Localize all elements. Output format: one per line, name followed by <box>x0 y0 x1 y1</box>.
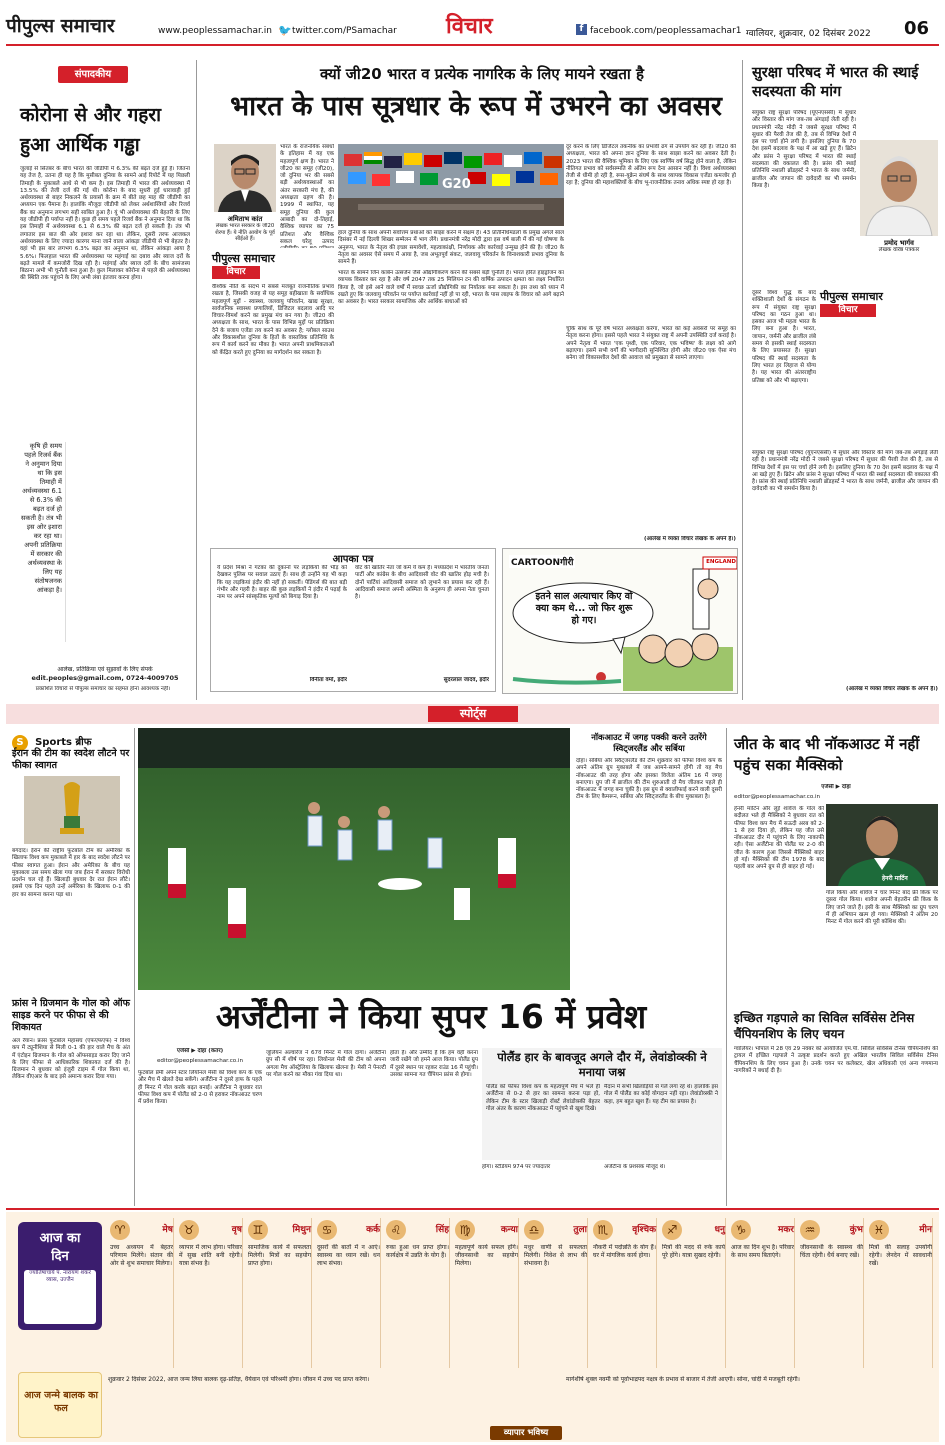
sc-stamp-label: विचार <box>820 304 876 317</box>
main-kicker: क्यों जी20 भारत व प्रत्येक नागरिक के लिए मायने रखता है <box>319 65 645 83</box>
website-link[interactable]: www.peoplessamachar.in <box>158 26 272 36</box>
letter-1-author: विनीता वर्मा, इंदौर <box>309 677 347 683</box>
sports-brief-icon: S <box>12 735 28 751</box>
zodiac-name: मीन <box>919 1225 932 1235</box>
zodiac-sign-2 <box>246 1218 312 1368</box>
sc-stamp <box>820 290 938 318</box>
section-title: विचार <box>446 14 493 39</box>
sports-divider-1 <box>134 728 135 1206</box>
aaj-ka-din-box <box>18 1222 102 1330</box>
editorial-tag: संपादकीय <box>58 66 128 83</box>
brief2-body: अल रेयान। फ्रांस फुटबॉल महासंघ (एफएफएफ) ने विश्व कप में ट्यूनीशिया से मिली 0-1 की हार वाले मैच के अंत में एंटोइन ग्रिजमान के गोल को ऑफसाइड करार दिए जाने के लिए फीफा से आधिकारिक शिकायत दर्ज की है। ग्रिजमान ने बुधवार को इंजुरी टाइम में गोल किया था, लेकिन वीएआर के बाद इसे अमान्य करार दिया गया। <box>12 1038 130 1081</box>
editorial-headline: कोरोना से और गहरा हुआ आर्थिक गड्ढा <box>20 104 162 156</box>
letter-1: ये प्रदेश मिश्रा ने गटका की दुकानों पर लड़कियों की भीड़ को देखकर पुलिस पर सवाल उठाए हैं। साथ ही उन्होंने यह भी कहा कि यह लड़कियां इंदौर की नहीं हो सकतीं। पेडिंगर्स की बात बड़ी गंभीर और गहरी है। बाहर की कुछ लड़कियों ने इंदौर में पढ़ाई के नाम पर अपने सांस्कृतिक मूल्यों को बिगाड़ दिया है। <box>217 565 347 601</box>
mexico-body-2: गोल किया और शावेज ने चार मिनट बाद फ्री किक पर दूसरा गोल किया। शावेज अपनी बेहतरीन फ्री किक के लिए जाने जाते हैं। इसी के साथ मैक्सिको का ग्रुप चरण में ही अभियान खत्म हो गया। मेक्सिको ने अंतिम 20 मिनट में गोल करने की पूरी कोशिश की। <box>826 890 938 926</box>
dateline: ग्वालियर, शुक्रवार, 02 दिसंबर 2022 <box>746 29 871 39</box>
born-title: आज जन्मे बालक का फल <box>24 1390 98 1414</box>
tennis-body: ग्वालियर। भोपाल में 28 एवं 29 नवंबर को आयोजित एम.पी. सिविल सर्विसेस टेनिस चैंपियनशिप की ट्रायल में इच्छित गड़पाले ने उत्कृष्ट प्रदर्शन करते हुए अखिल भारतीय सिविल सर्विसेस टेनिस चैंपियनशिप के लिए चयन हुआ है। उनके चयन पर कलेक्टर, खेल अधिकारी एवं अन्य गणमान्य नागरिकों ने बधाई दी है। <box>734 1046 938 1074</box>
zodiac-text: महत्वपूर्ण कार्य सफल होंगे। जीवनसाथी का सहयोग मिलेगा। <box>455 1244 518 1267</box>
sports-section-title: स्पोर्ट्स <box>428 706 518 722</box>
zodiac-name: मकर <box>778 1225 794 1235</box>
match-photo <box>138 728 570 990</box>
vichar-stamp <box>212 252 308 280</box>
cartoon-speech: इतने साल अत्याचार किए वो क्या कम थे... जो फिर शुरू हो गए। <box>535 591 633 626</box>
sports-bar <box>6 704 939 724</box>
contact-email[interactable]: edit.peoples@gmail.com, 0724-4009705 <box>31 675 179 682</box>
sagittarius-icon: ♐ <box>662 1220 682 1240</box>
leo-icon: ♌ <box>386 1220 406 1240</box>
letters-title: आपका पत्र <box>332 554 374 565</box>
author-photo <box>214 144 276 212</box>
author-name: अमिताभ कांत <box>227 215 263 223</box>
gemini-icon: ♊ <box>248 1220 268 1240</box>
brief1-body: बगदाद। ईरान की राष्ट्रीय फुटबॉल टीम का अमेरिका के खिलाफ विश्व कप मुकाबले में हार के बाद स्वदेश लौटने पर फीका स्वागत हुआ। ईरान और अमेरिका के बीच यह मुकाबला उस समय खेला गया जब ईरान में सरकार विरोधी प्रदर्शन चल रहे हैं। खिलाड़ी बुधवार देर रात ईरान लौटे। इससे एक दिन पहले उन्हें अमेरिका के खिलाफ 0-1 की हार का सामना करना पड़ा था। <box>12 848 130 898</box>
zodiac-name: सिंह <box>435 1225 449 1235</box>
din-label: दिन <box>51 1249 69 1264</box>
cartoon-panel <box>502 548 738 694</box>
knockout-headline: नॉकआउट में जगह पक्की करने उतरेंगे स्विट्जरलैंड और सर्बिया <box>591 732 707 753</box>
cancer-icon: ♋ <box>317 1220 337 1240</box>
zodiac-text: आज का दिन शुभ है। परिवार के साथ समय बिताएंगे। <box>731 1244 794 1259</box>
trophy-photo <box>24 776 120 844</box>
zodiac-name: कन्या <box>500 1225 518 1235</box>
sports-divider-2 <box>726 728 727 1206</box>
argentina-dateline: एजेंसी ▶ दोहा (कतर) <box>176 1048 224 1054</box>
mexico-photo-caption: हेनरी मार्टिन <box>882 875 908 882</box>
sports-brief-logo <box>12 730 130 746</box>
born-today-box <box>18 1372 102 1438</box>
poland-box <box>482 1048 722 1160</box>
zodiac-sign-0 <box>108 1218 174 1368</box>
zodiac-sign-8 <box>660 1218 726 1368</box>
zodiac-name: तुला <box>573 1225 587 1235</box>
sc-headline: सुरक्षा परिषद में भारत की स्थाई सदस्यता की मांग <box>752 65 919 100</box>
mexico-player-photo <box>826 804 938 886</box>
mexico-body: हेनरी मार्टिन और लुई शावेज के गोल की बदौलत भले ही मैक्सिको ने बुधवार रात को फीफा विश्व कप मैच में सऊदी अरब को 2-1 से हरा दिया हो, लेकिन यह जीत उसे नॉकआउट दौर में पहुंचाने के लिए नाकाफी रही। ऐसा अर्जेंटीना की पोलैंड पर 2-0 की जीत के कारण हुआ जिससे मैक्सिको बाहर हो गई। मैक्सिको की टीम 1978 के बाद पहली बार अपने ग्रुप से ही बाहर हो गई। <box>734 806 824 871</box>
poland-body-2: मैदान में सभी खिलाड़ियों से गले लगा रहे थे। हालांकि इस गोल में पोलैंड का कोई योगदान नहीं रहा। लेवांडोव्स्की ने कहा, हम बहुत खुश हैं। यह टीम का प्रयास है। <box>604 1084 718 1105</box>
zodiac-text: मित्रों की सलाह उपयोगी रहेगी। लेनदेन में सावधानी रखें। <box>869 1244 932 1267</box>
contact-title: आलेख, प्रतिक्रिया एवं सुझावों के लिए संपर्क <box>57 666 153 673</box>
letter-2-author: सुंदरलाल जादव, इंदौर <box>443 677 489 683</box>
disclaimer: प्रकाशित विचारों से पीपुल्स समाचार का सहमत होना आवश्यक नहीं। <box>35 686 171 692</box>
horoscope-rule <box>6 1208 939 1210</box>
main-col2-intro: हाल दुनिया के साथ अपनी सर्वोत्तम प्रथाओं को साझा करने में सक्षम है। 43 प्रतिनिधिमंडलों के प्रमुख अगले साल दिसंबर में नई दिल्ली शिखर सम्मेलन में भाग लेंगे। प्रधानमंत्री नरेंद्र मोदी द्वारा इस वर्ष बाली में की गई घोषणा के अनुरूप, भारत के नेतृत्व की इच्छा समावेशी, महत्वाकांक्षी, निर्णायक और कार्रवाई उन्मुख होने की है। जी20 के नेतृत्व का अवसर ऐसे समय में आया है, जब अभूतपूर्व संकट, जलवायु परिवर्तन के विनाशकारी प्रभाव दुनिया के सामने हैं। <box>338 230 564 266</box>
mexico-headline: जीत के बाद भी नॉकआउट में नहीं पहुंच सका मैक्सिको <box>734 735 920 774</box>
zodiac-text: मित्रों की मदद से रुके कार्य पूरे होंगे। यात्रा सुखद रहेगी। <box>662 1244 725 1259</box>
main-col3: दूर करने के लिए डिजिटल तकनीक का प्रभावी ढंग से उपयोग कर रही है। जी20 की अध्यक्षता, भारत को अपना ज्ञान दुनिया के साथ साझा करने का अवसर देती है। 2023 भारत की वैश्विक भूमिका के लिए एक स्वर्णिम वर्ष सिद्ध होने वाला है, लेकिन नीतिगत प्रभाव को सर्वसम्मति से अंतिम रूप देना आसान नहीं है। विश्व अर्थव्यवस्था तेजी से धीमी हो रही है, रूस-यूक्रेन संघर्ष के साथ व्यापक विकास एजेंडा कमजोर हो रहा है; दुनिया की महाशक्तियों के बीच भू-राजनीतिक तनाव अधिक स्पष्ट हो रहा है। <box>566 144 736 187</box>
aaj-label: आज का <box>39 1231 81 1246</box>
main-col1-top: भारत के राजनयिक संबंधों के इतिहास में यह एक महत्वपूर्ण क्षण है। भारत ने जी20 का समूह (जी20), जो दुनिया भर की सबसे बड़ी अर्थव्यवस्थाओं का अंतर सरकारी मंच है, की अध्यक्षता ग्रहण की है। 1999 में स्थापित, यह समूह दुनिया की कुल आबादी का दो-तिहाई, वैश्विक व्यापार का 75 प्रतिशत और वैश्विक सकल घरेलू उत्पाद <box>280 144 334 245</box>
main-col1-bottom: वैश्विक नीति के संदर्भ में सबसे मजबूत राजनीतिक प्रभाव रखता है, जिसकी वजह से यह समूह बहीखाता के सर्वाधिक महत्वपूर्ण मुद्दों - स्वास्थ्य, जलवायु परिवर्तन, खाद्य सुरक्षा, सार्वजनिक स्वास्थ्य प्रणालियों, डिजिटल बदलाव आदि पर विचार-विमर्श करने का प्रमुख मंच बन गया है। जी20 की अध्यक्षता के साथ, भारत के पास विभिन्न मुद्दों पर प्रतिक्रिया देने के बजाय एजेंडा तय करने का अवसर है; ग्लोबल साउथ और विकासशील दुनिया के हितों के वास्तविक प्रतिनिधि के रूप में कार्य करने का मौका है। भारत अपनी प्राथमिकताओं को केंद्रित करते हुए दुनिया का मार्गदर्शन कर सकता है। <box>212 284 334 356</box>
author-bio: लेखक भारत सरकार के जी20 शेरपा हैं। ये नीति आयोग के पूर्व सीईओ हैं। <box>215 223 275 243</box>
business-title: व्यापार भविष्य <box>490 1426 562 1440</box>
cartoon-title: CARTOONगीरी <box>509 555 575 568</box>
virgo-icon: ♍ <box>455 1220 475 1240</box>
editorial-pullquote: कृषि ही समय पहले रिजर्व बैंक ने अनुमान दिया था कि इस तिमाही में अर्थव्यवस्था 6.1 से 6.3% की बढ़त दर्ज हो सकती है। तंत्र भी इस ओर इशारा कर रहा था। अपनी प्रतिक्रिया में सरकार की अर्थव्यवस्था के लिए यह संतोषजनक आंकड़ा है। <box>20 442 66 642</box>
argentina-body-2: जूलियन अल्वारेज ने 67वें मिनट में गोल दागा। अर्जेंटीना ग्रुप सी में शीर्ष पर रहा। लियोनल मेसी की टीम को अपना अगला मैच ऑस्ट्रेलिया के खिलाफ खेलना है। मेसी ने पेनल्टी पर गोल करने का मौका गंवा दिया था। <box>266 1050 386 1078</box>
sc-footnote: (आलेख में व्यक्त विचार लेखक के अपने हैं।) <box>846 686 938 692</box>
horoscope-grid <box>108 1218 936 1368</box>
zodiac-sign-4 <box>384 1218 450 1368</box>
zodiac-sign-1 <box>177 1218 243 1368</box>
aries-icon: ♈ <box>110 1220 130 1240</box>
facebook-icon: f <box>576 24 587 35</box>
zodiac-sign-6 <box>522 1218 588 1368</box>
zodiac-name: कुंभ <box>849 1225 863 1235</box>
poland-body-1: पोलैंड को फीफा विश्व कप के महत्वपूर्ण मैच में भले ही अर्जेंटीना से 0-2 से हार का सामना करना पड़ा हो, लेकिन टीम के स्टार खिलाड़ी रॉबर्ट लेवांडोव्स्की बेहतर गोल अंतर के कारण नॉकआउट में पहुंचने से खुश दिखे। <box>486 1084 600 1112</box>
g20-flags-photo <box>338 144 564 226</box>
zodiac-name: कर्क <box>366 1225 380 1235</box>
zodiac-sign-5 <box>453 1218 519 1368</box>
argentina-email[interactable]: editor@peoplessamachar.co.in <box>156 1058 244 1064</box>
zodiac-sign-3 <box>315 1218 381 1368</box>
zodiac-text: रुका हुआ धन प्राप्त होगा। कार्यक्षेत्र में उन्नति के योग हैं। <box>386 1244 449 1259</box>
zodiac-text: सामाजिक कार्य में सफलता मिलेगी। मित्रों का सहयोग प्राप्त होगा। <box>248 1244 311 1267</box>
right-divider <box>742 60 743 700</box>
twitter-link[interactable]: twitter.com/PSamachar <box>292 26 397 36</box>
sc-stamp-logo: पीपुल्स समाचार <box>820 290 883 303</box>
mexico-email[interactable]: editor@peoplessamachar.co.in <box>734 794 821 800</box>
business-text: मार्गशीर्ष शुक्ल नवमी को पूर्वाभाद्रपद नक्षत्र के प्रभाव से बाजार में तेजी आएगी। सोना, चांदी में मजबूती रहेगी। <box>566 1376 800 1383</box>
column-divider <box>196 60 197 700</box>
brief1-headline: ईरान की टीम का स्वदेश लौटने पर फीका स्वागत <box>12 748 130 771</box>
zodiac-name: वृष <box>231 1225 242 1235</box>
letter-2: वोट की खातिर नेता जो कर्म ये कम है। मध्यप्रदेश में भारतीय जनता पार्टी और कांग्रेस के बीच आदिवासी वोट की खातिर होड़ मची है। दोनों पार्टियां आदिवासी समाज को लुभाने का प्रयास कर रही हैं। आदिवासी समाज अपनी अस्मिता के अनुरूप ही अपना नेता चुनता है। <box>355 565 489 601</box>
capricorn-icon: ♑ <box>731 1220 751 1240</box>
poland-tail-2: अर्जेंटीना के प्रशंसक मौजूद थे। <box>604 1164 666 1170</box>
main-headline: भारत के पास सूत्रधार के रूप में उभरने का अवसर <box>230 91 722 122</box>
newspaper-logo: पीपुल्स समाचार <box>6 15 115 37</box>
zodiac-name: मेष <box>162 1225 173 1235</box>
zodiac-name: धनु <box>714 1225 725 1235</box>
knockout-body: दोहा। सर्बिया और स्विट्जरलैंड की टीम शुक्रवार को फीफा विश्व कप के अपने अंतिम ग्रुप मुकाबले में जब आमने-सामने होंगी तो यह मैच नॉकआउट की तरह होगा और इसका विजेता अंतिम 16 में जगह बनाएगा। ग्रुप जी में ब्राजील की टीम शुरुआती दो मैच जीतकर पहले ही नॉकआउट में जगह बना चुकी है। इस ग्रुप से क्वालीफाई करने वाली दूसरी टीम के लिए कैमरून, सर्बिया और स्विट्जरलैंड के बीच मुकाबला है। <box>576 758 722 801</box>
masthead-rule <box>6 44 939 46</box>
brief2-headline: फ्रांस ने ग्रिजमान के गोल को ऑफ साइड करने पर फीफा से की शिकायत <box>12 998 130 1033</box>
sc-body-continued: दूसरे विश्व युद्ध के बाद शक्तिशाली देशों के संगठन के रूप में संयुक्त राष्ट्र सुरक्षा परिषद का गठन हुआ था। इसका आज भी महत्व भारत के लिए बना हुआ है। भारत, जापान, जर्मनी और ब्राजील लंबे समय से इसकी स्थाई सदस्यता के लिए प्रयासरत हैं। सुरक्षा परिषद की स्थाई सदस्यता के लिए भारत हर लिहाज से योग्य है। यह भारत की अंतरराष्ट्रीय प्रतिष्ठा को और भी बढ़ाएगा। <box>752 290 816 384</box>
argentina-body-3: होता है। और उम्मीद है कि हम वहीं करना जारी रखेंगे जो हमने आज किया। पोलैंड ग्रुप में दूसरे स्थान पर रहकर राउंड 16 में पहुंची। उसका सामना गत चैंपियन फ्रांस से होगा। <box>390 1050 478 1078</box>
sc-author-name: प्रमोद भार्गव <box>884 239 914 247</box>
zodiac-text: जीवनसाथी के स्वास्थ्य की चिंता रहेगी। धैर्य बनाए रखें। <box>800 1244 863 1259</box>
sc-body-bottom: संयुक्त राष्ट्र सुरक्षा परिषद (यूएनएससी) में सुधार और विस्तार की मांग जब-तब अंगड़ाई लेती रही है। प्रधानमंत्री नरेंद्र मोदी ने जबसे सुरक्षा परिषद में सुधार की पैरवी तेज की है, तब से विभिन्न देशों में इस पर चर्चा होने लगी है। इसलिए दुनिया के 70 देश इसमें बदलाव के पक्ष में आ खड़े हुए हैं। ब्रिटेन और फ्रांस ने सुरक्षा परिषद में भारत की स्थाई सदस्यता की वकालत की है। फ्रांस की स्थाई प्रतिनिधि नथाली ब्रॉडहर्स्ट ने भारत के साथ जर्मनी, ब्राजील और जापान की दावेदारी का भी समर्थन किया है। <box>752 450 938 493</box>
scorpio-icon: ♏ <box>593 1220 613 1240</box>
zodiac-text: नौकरी में पदोन्नति के योग हैं। घर में मांगलिक कार्य होगा। <box>593 1244 656 1259</box>
zodiac-name: मिथुन <box>292 1225 311 1235</box>
pisces-icon: ♓ <box>869 1220 889 1240</box>
zodiac-text: व्यापार में लाभ होगा। परिवार में सुख शांति बनी रहेगी। यात्रा संभव है। <box>179 1244 242 1267</box>
main-col2: भारत के सामने जिन कार्बन उत्सर्जन जैसे औद्योगीकरण करने की सबसे बड़ी चुनौती है। भारत हरित हाइड्रोजन का व्यापक विस्तार कर रहा है और वर्ष 2047 तक 25 मिलियन टन की वार्षिक उत्पादन क्षमता का लक्ष्य निर्धारित किया है, जो इसे आने वाले वर्षों में स्वच्छ ऊर्जा प्रौद्योगिकी का निर्यातक बना सकता है। इस तथ्य को ध्यान में रखते हुए कि जलवायु परिवर्तन पर पर्याप्त कार्रवाई नहीं हो पा रही, भारत के पास लाइफ के विचार को आगे बढ़ाने का अवसर है। भारत सरकार सामाजिक और आर्थिक बाधाओं को <box>338 270 564 306</box>
libra-icon: ♎ <box>524 1220 544 1240</box>
zodiac-text: दूसरों की बातों में न आएं। स्वास्थ्य का ध्यान रखें। धन लाभ संभव। <box>317 1244 380 1267</box>
letters-box <box>210 548 496 692</box>
stamp-label: विचार <box>212 266 260 279</box>
zodiac-name: वृश्चिक <box>632 1225 656 1235</box>
editorial-body: जुलाई से सितंबर के बीच भारत की जीडीपी में 6.3% की बढ़त दर्ज हुई है। जितना यह तेज है, उतना ही यह है कि मुसीबत दुनिया के सामने आई रिपोर्ट में यह पिछली तिमाही के मुकाबले आधे से भी कम है। इस तिमाही में भारत की अर्थव्यवस्था में 13.5% की तेजी दर्ज की गई थी। कोरोना के बाद सुधरी हुई धारावाही हुई अर्थव्यवस्था से बाहर निकलने के प्रयासों के क्रम में बीते छह माह की जीडीपी का अध्ययन एक पैमाना है। हालांकि मौजूदा जीडीपी को लेकर अर्थशास्त्रियों और रिजर्व बैंक का अनुमान लगभग सही साबित हुआ है। यूं भी अर्थव्यवस्था की बेहतरी के लिए यह जीडीपी ही पर्याप्त नहीं है। कुछ ही समय पहले रिजर्व बैंक ने अनुमान दिया था कि इस तिमाही में अर्थव्यवस्था 6.1 से 6.3% की बढ़त दर्ज हो सकती है। तंत्र भी लगातार इस बात की ओर इशारा कर रहा था। लेकिन, दूसरी तरफ आजकल अर्थव्यवस्था के लिए ज्यादा कारगर माना जाने वाला आंकड़ा जीडीपी से भी बेहतर है। वहां भी इस बार लगभग 6.3% बढ़त का अनुमान था, लेकिन आंकड़ा आया है 5.6%। फिलहाल भारत की अर्थव्यवस्था पर महंगाई का दबाव और ब्याज दरों के बढ़ते मामले में कमजोरी दिख रही है। महंगाई और ब्याज दरों के बीच सामंजस्य बिठाना अभी भी चुनौती बना हुआ है। कुल मिलाकर कोरोना से पहले की अर्थव्यवस्था की स्थिति तक पहुंचने के लिए अभी लंबा इंतजार करना होगा। <box>20 166 190 282</box>
zodiac-sign-9 <box>729 1218 795 1368</box>
astrologer-note: ज्योतिषाचार्य पं. नारायण शंकर व्यास, उज्जैन <box>24 1270 96 1324</box>
main-footnote: (आलेख में व्यक्त विचार लेखक के अपने हैं।) <box>644 536 736 542</box>
poland-headline: पोलैंड हार के बावजूद अगले दौर में, लेवांडोव्स्की ने मनाया जश्न <box>497 1050 707 1079</box>
sc-body: संयुक्त राष्ट्र सुरक्षा परिषद (यूएनएससी) में सुधार और विस्तार की मांग जब-तब अंगड़ाई लेती रही है। प्रधानमंत्री नरेंद्र मोदी ने जबसे सुरक्षा परिषद में सुधार की पैरवी तेज की है, तब से विभिन्न देशों में इस पर चर्चा होने लगी है। इसलिए दुनिया के 70 देश इसमें बदलाव के पक्ष में आ खड़े हुए हैं। ब्रिटेन और फ्रांस ने सुरक्षा परिषद में भारत की स्थाई सदस्यता की वकालत की है। फ्रांस की स्थाई प्रतिनिधि नथाली ब्रॉडहर्स्ट ने भारत के साथ जर्मनी, ब्राजील और जापान की दावेदारी का भी समर्थन किया है। <box>752 110 856 189</box>
mexico-dateline: एजेंसी ▶ दोहा <box>821 784 851 790</box>
facebook-link[interactable]: facebook.com/peoplessamachar1 <box>590 26 742 36</box>
zodiac-sign-7 <box>591 1218 657 1368</box>
zodiac-sign-11 <box>867 1218 933 1368</box>
main-col3b: चूंकि साथ के पूरे वर्ष भारत अध्यक्षता करेगा, भारत को कई अवसरों पर समूह का नेतृत्व करना होगा। इससे पहले भारत ने संयुक्त राष्ट्र में अपनी उपस्थिति दर्ज कराई है। अपने नेतृत्व में भारत 'एक पृथ्वी, एक परिवार, एक भविष्य' के लक्ष्य को आगे बढ़ाएगा। इसमें सभी वर्गों की भागीदारी सुनिश्चित होगी और जी20 एक ऐसा मंच बनेगा जो विकासशील देशों की आवाज को प्रमुखता से सामने लाएगा। <box>566 326 736 362</box>
taurus-icon: ♉ <box>179 1220 199 1240</box>
sports-brief-title: Sports ब्रीफ <box>35 737 92 748</box>
sc-author-bio: लेखक वरिष्ठ पत्रकार <box>878 247 920 253</box>
argentina-headline: अर्जेंटीना ने किया सुपर 16 में प्रवेश <box>215 997 647 1036</box>
argentina-body-1: फुटबॉल प्रेमी अपने स्टार लियोनल मेसी को विश्व कप के एक और मैच में खेलते देख सकेंगे। अर्जेंटीना ने दूसरे हाफ के पहले ही मिनट में गोल करके बढ़त बनाई। अर्जेंटीना ने बुधवार रात फीफा विश्व कप में पोलैंड को 2-0 से हराकर नॉकआउट चरण में प्रवेश किया। <box>138 1070 262 1106</box>
masthead <box>6 4 939 42</box>
sc-author-photo <box>860 140 938 236</box>
poland-tail-1: होगा। स्टेडियम 974 पर ज्यादातर <box>482 1164 551 1170</box>
zodiac-text: उच्च अध्ययन में बेहतर परिणाम मिलेंगे। संतान की ओर से शुभ समाचार मिलेगा। <box>110 1244 173 1267</box>
born-text: शुक्रवार 2 दिसंबर 2022, आज जन्म लिया बालक दृढ़-प्रतिज्ञ, धैर्यवान एवं परिश्रमी होगा। जीवन में उच्च पद प्राप्त करेगा। <box>108 1376 370 1383</box>
svg-text:G20: G20 <box>442 177 471 192</box>
stamp-logo: पीपुल्स समाचार <box>212 252 275 265</box>
aquarius-icon: ♒ <box>800 1220 820 1240</box>
cartoon-banner: ENGLAND <box>706 559 736 565</box>
page-number: 06 <box>904 18 930 39</box>
twitter-icon: 🐦 <box>278 24 292 37</box>
zodiac-sign-10 <box>798 1218 864 1368</box>
tennis-headline: इच्छित गड़पाले का सिविल सर्विसेस टेनिस चैंपियनशिप के लिए चयन <box>734 1011 915 1041</box>
zodiac-text: मधुर वाणी से सफलता मिलेगी। निवेश से लाभ की संभावना है। <box>524 1244 587 1267</box>
